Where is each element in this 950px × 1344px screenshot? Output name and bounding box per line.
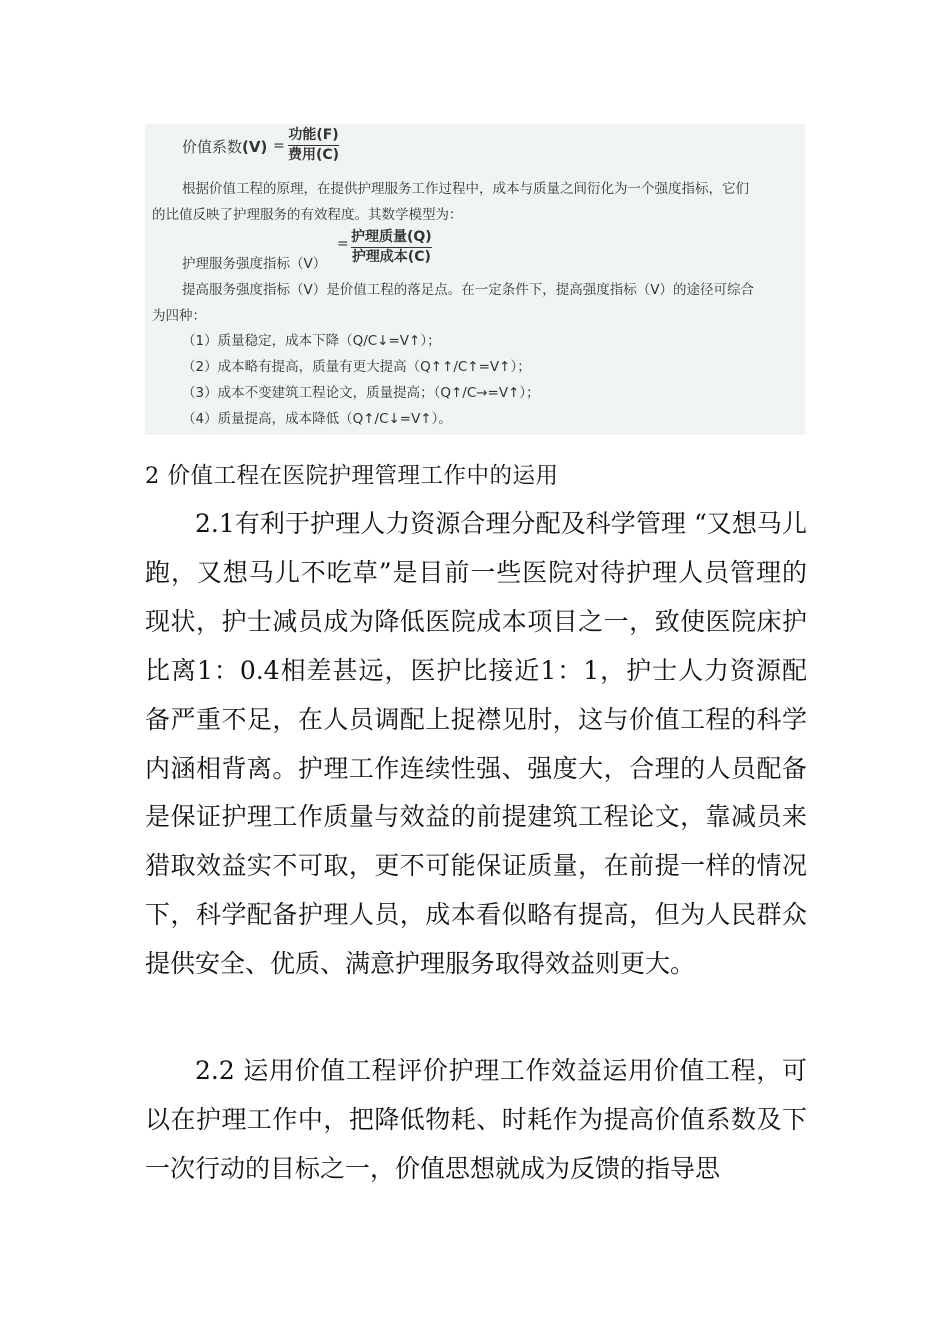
equals-sign: = bbox=[337, 236, 349, 252]
intensity-fraction bbox=[351, 229, 432, 266]
formula-figure bbox=[145, 124, 805, 435]
intro-line-2: 的比值反映了护理服务的有效程度。其数学模型为： bbox=[152, 207, 463, 223]
paragraph-2-2 bbox=[145, 1047, 807, 1194]
way-item-4: （4）质量提高，成本降低（Q↑/C↓=V↑）。 bbox=[182, 411, 452, 427]
paragraph-text: 2.1有利于护理人力资源合理分配及科学管理 “又想马儿跑，又想马儿不吃草”是目前一些医院对待护理人员管理的现状，护士减员成为降低医院成本项目之一，致使医院床护比离1：0.4相差甚远，医护比接近1：1，护士人力资源配备严重不足，在人员调配上捉襟见肘，这与价值工程的科学内涵相背离。护理工作连续性强、强度大，合理的人员配备是保证护理工作质量与效益的前提建筑工程论文，靠减员来猎取效益实不可取，更不可能保证质量，在前提一样的情况下，科学配备护理人员，成本看似略有提高，但为人民群众提供安全、优质、满意护理服务取得效益则更大。 bbox=[145, 509, 807, 979]
section-heading: 2 价值工程在医院护理管理工作中的运用 bbox=[145, 463, 559, 489]
improve-line-2: 为四种： bbox=[152, 308, 206, 324]
nursing-cost-denominator: 护理成本(C) bbox=[351, 249, 431, 265]
paragraph-2-1 bbox=[145, 500, 807, 989]
fraction-bar bbox=[288, 145, 339, 146]
cost-denominator: 费用(C) bbox=[288, 147, 340, 163]
function-numerator: 功能(F) bbox=[288, 127, 339, 143]
equals-sign: = bbox=[273, 138, 285, 154]
way-item-3: （3）成本不变建筑工程论文，质量提高；（Q↑/C→=V↑）； bbox=[182, 385, 540, 401]
value-coefficient-label: 价值系数(V) bbox=[182, 138, 268, 156]
fraction-bar bbox=[351, 247, 432, 248]
intensity-label: 护理服务强度指标（V） bbox=[182, 256, 327, 272]
intro-line-1: 根据价值工程的原理，在提供护理服务工作过程中，成本与质量之间衍化为一个强度指标，它们 bbox=[182, 181, 749, 197]
value-coefficient-fraction bbox=[288, 127, 339, 164]
quality-numerator: 护理质量(Q) bbox=[351, 229, 432, 245]
way-item-2: （2）成本略有提高，质量有更大提高（Q↑↑/C↑=V↑）； bbox=[182, 359, 531, 375]
improve-line-1: 提高服务强度指标（V）是价值工程的落足点。在一定条件下，提高强度指标（V）的途径可综合 bbox=[182, 282, 754, 298]
way-item-1: （1）质量稳定，成本下降（Q/C↓=V↑）； bbox=[182, 333, 441, 349]
paragraph-text: 2.2 运用价值工程评价护理工作效益运用价值工程，可以在护理工作中，把降低物耗、时耗作为提高价值系数及下一次行动的目标之一，价值思想就成为反馈的指导思 bbox=[145, 1056, 807, 1183]
